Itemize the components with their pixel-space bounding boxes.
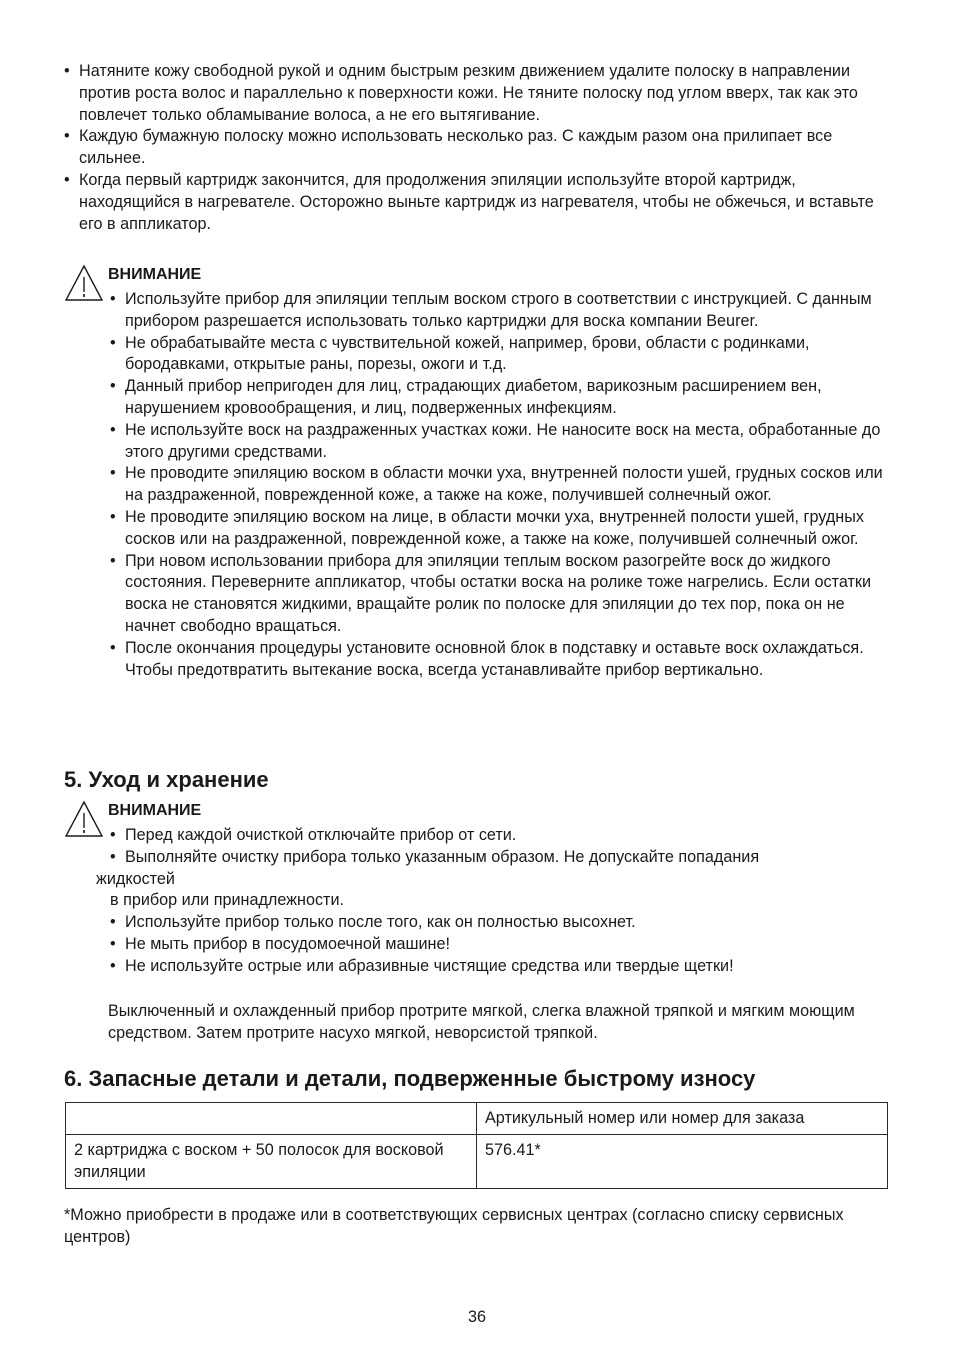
warning-list: [110, 289, 892, 681]
list-item: • Перед каждой очисткой отключайте прибор от сети.: [110, 825, 892, 847]
list-item: • Не обрабатывайте места с чувствительной кожей, например, брови, области с родинками, бородавками, открытые раны, порезы, ожоги и т.д.: [110, 333, 892, 377]
table-cell: 576.41*: [477, 1135, 888, 1189]
list-item: • Используйте прибор для эпиляции теплым воском строго в соответствии с инструкцией. С данным прибором разрешается использовать только картриджи для воска компании Beurer.: [110, 289, 892, 333]
table-row: [66, 1135, 888, 1189]
section-5-heading: 5. Уход и хранение: [64, 767, 269, 792]
warning-triangle-icon: [64, 264, 104, 302]
list-item: • После окончания процедуры установите основной блок в подставку и оставьте воск охлаждаться. Чтобы предотвратить вытекание воска, всегда устанавливайте прибор вертикально.: [110, 638, 892, 682]
page-number: 36: [467, 1308, 486, 1326]
list-item: • Не используйте острые или абразивные чистящие средства или твердые щетки!: [110, 956, 892, 978]
list-item: [110, 847, 892, 869]
list-item: • Не мыть прибор в посудомоечной машине!: [110, 934, 892, 956]
list-item: • Данный прибор непригоден для лиц, страдающих диабетом, варикозным расширением вен, нарушением кровообращения, и лиц, подверженных инфекциям.: [110, 376, 892, 420]
list-item: • Каждую бумажную полоску можно использовать несколько раз. С каждым разом она прилипает все сильнее.: [64, 126, 894, 170]
care-paragraph: Выключенный и охлажденный прибор протрите мягкой, слегка влажной тряпкой и мягким моющим средством. Затем протрите насухо мягкой, неворсистой тряпкой.: [108, 1002, 855, 1042]
list-item: • Не проводите эпиляцию воском в области мочки уха, внутренней полости ушей, грудных сосков или на раздраженной, поврежденной коже, а также на коже, получившей солнечный ожог.: [110, 463, 892, 507]
table-header-cell: [66, 1103, 477, 1135]
list-item: • Не проводите эпиляцию воском на лице, в области мочки уха, внутренней полости ушей, грудных сосков или на раздраженной, поврежденной коже, а также на коже, получившей солнечный ожог.: [110, 507, 892, 551]
list-item: • Натяните кожу свободной рукой и одним быстрым резким движением удалите полоску в направлении против роста волос и параллельно к поверхности кожи. Не тяните полоску под углом вверх, так как это повлечет только обламывание волоса, а не его вытягивание.: [64, 61, 894, 126]
list-item: • При новом использовании прибора для эпиляции теплым воском разогрейте воск до жидкого состояния. Переверните аппликатор, чтобы остатки воска на ролике тоже нагрелись. Если остатки воска не становятся жидкими, вращайте ролик по полоске для эпиляции до тех пор, пока он не начнет свободно вращаться.: [110, 551, 892, 638]
warning-triangle-icon: [64, 800, 104, 838]
table-header-row: [66, 1103, 888, 1135]
list-item-line: Выполняйте очистку прибора только указанным образом. Не допускайте попадания: [125, 847, 760, 866]
list-item: • Когда первый картридж закончится, для продолжения эпиляции используйте второй картридж, находящийся в нагревателе. Осторожно выньте картридж из нагревателя, чтобы не обжечься, и вставьте его в аппликатор.: [64, 170, 894, 235]
section-6-heading: 6. Запасные детали и детали, подверженные быстрому износу: [64, 1066, 756, 1091]
table-cell: 2 картриджа с воском + 50 полосок для восковой эпиляции: [66, 1135, 477, 1189]
warning-title: ВНИМАНИЕ: [108, 802, 202, 819]
list-item-continuation: в прибор или принадлежности.: [110, 891, 344, 910]
table-header-cell: Артикульный номер или номер для заказа: [477, 1103, 888, 1135]
intro-bullet-list: [64, 61, 894, 235]
warning-list: [96, 825, 892, 978]
spare-parts-table: [65, 1102, 888, 1189]
list-item: • Используйте прибор только после того, как он полностью высохнет.: [110, 912, 892, 934]
warning-title: ВНИМАНИЕ: [108, 266, 202, 283]
list-item-continuation: жидкостей: [96, 869, 175, 888]
footnote: *Можно приобрести в продаже или в соответствующих сервисных центрах (согласно списку сервисных центров): [64, 1206, 844, 1246]
list-item: • Не используйте воск на раздраженных участках кожи. Не наносите воск на места, обработанные до этого другими средствами.: [110, 420, 892, 464]
